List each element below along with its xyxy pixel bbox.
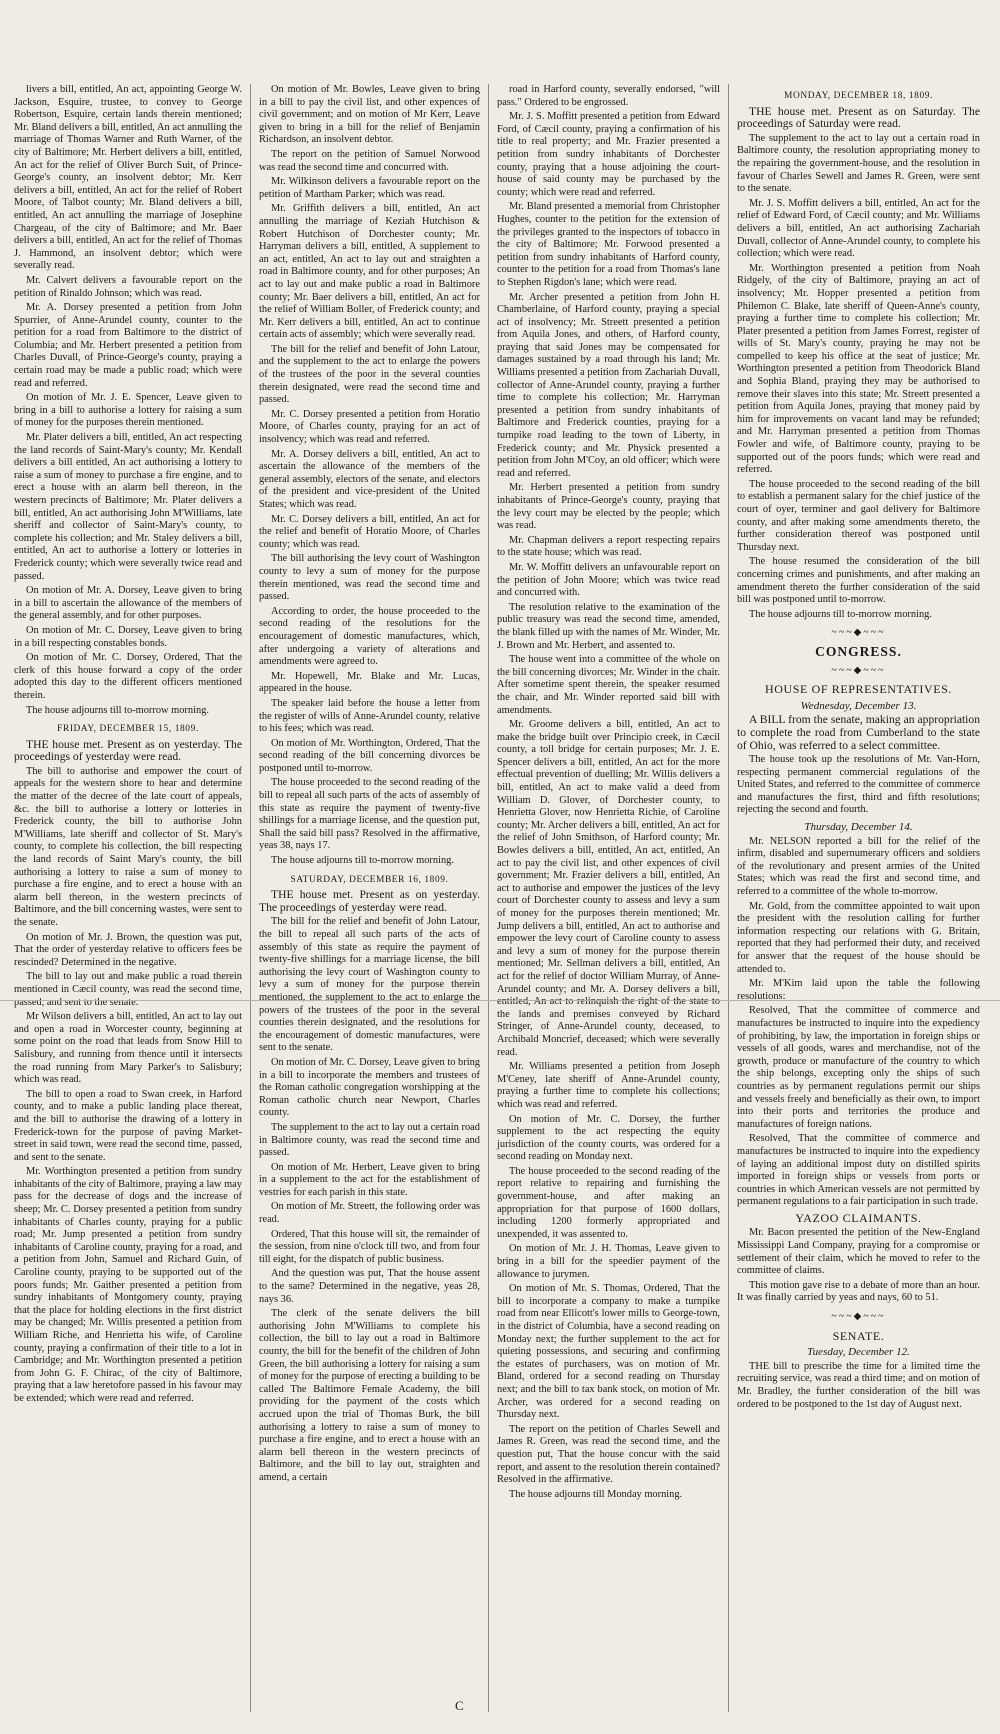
paragraph: Mr. A. Dorsey presented a petition from John Spurrier, of Anne-Arundel county, counter to the petition for a road from Baltimore to the district of Columbia; and Mr. Herbert presented a petition from Charles Duvall, of Prince-George's county, praying a certain road may be made a public road; which were read and referred. [14,302,242,389]
paragraph: Mr. Hopewell, Mr. Blake and Mr. Lucas, appeared in the house. [259,670,480,695]
paragraph: On motion of Mr. J. Brown, the question was put, That the order of yesterday relative to officers fees be rescinded? Determined in the negative. [14,931,242,968]
day-heading: Tuesday, December 12. [807,1346,910,1359]
paragraph: Mr. J. S. Moffitt delivers a bill, entitled, An act for the relief of Edward Ford, of Cæcil county; and Mr. Williams delivers a bill, entitled, An act authorising Zachariah Duvall, collector of Anne-Arundel county, to complete his collection; which were read. [737,197,980,260]
footer-mark: C [455,1698,464,1713]
paragraph: road in Harford county, severally endorsed, "will pass." Ordered to be engrossed. [497,84,720,108]
paragraph: The clerk of the senate delivers the bill authorising John M'Williams to complete his collection, the bill to lay out a road in Baltimore county, the bill for the benefit of the children of John Green, the bill authorising a lottery for raising a sum of money for the purpose of erecting a building to be called The Baltimore Female Academy, the bill providing for the payment of the costs which accrued upon the trial of Thomas Burk, the bill authorising a lottery to raise a sum of money to purchase a fire engine, and to erect a house with an alarm bell thereon in the western precincts of Baltimore, and the bill to lay out, straighten and amend, a certain [259,1308,480,1483]
col1-paras [14,84,242,717]
paragraph: Mr. Chapman delivers a report respecting repairs to the state house; which was read. [497,534,720,559]
column-3 [489,84,729,1712]
paragraph: On motion of Mr. C. Dorsey, Leave given to bring in a bill respecting constables bonds. [14,624,242,649]
paragraph: On motion of Mr. C. Dorsey, Ordered, That the clerk of this house forward a copy of the order adopted this day to the different officers mentioned therein. [14,652,242,701]
paragraph: The house proceeded to the second reading of the bill to establish a permanent salary for the chief justice of the court of oyer, terminer and gaol delivery for Baltimore county, and after making some amendments thereto, the further consideration thereof was postponed until Thursday next. [737,478,980,553]
paragraph: The bill for the relief and benefit of John Latour, the bill to repeal all such parts of the acts of assembly of this state as require the payment of twenty-five shillings for a marriage license, the bill authorising the levy court of Washington county to levy a sum of money for the purpose therein mentioned, the supplement to the act to enlarge the powers of the trustees of the poor in the several counties therein designated, and the resolutions for the encouragement of domestic manufactures, were sent to the senate. [259,916,480,1054]
paragraph: Mr. Williams presented a petition from Joseph M'Ceney, late sheriff of Anne-Arundel county, praying a further time to complete his collections; which was read and referred. [497,1061,720,1110]
paragraph: On motion of Mr. A. Dorsey, Leave given to bring in a bill to ascertain the allowance of the members of the general assembly, and for other purposes. [14,585,242,622]
paragraph: Ordered, That this house will sit, the remainder of the session, from nine o'clock till two, and from four till eight, for the dispatch of public business. [259,1228,480,1265]
paragraph: THE bill to prescribe the time for a limited time the recruiting service, was read a third time; and on motion of Mr. Bradley, the further consideration of the bill was ordered to be postponed to the 1st day of August next. [737,1360,980,1410]
paragraph: The house took up the resolutions of Mr. Van-Horn, respecting permanent commercial regulations of the United States, and referred to the committee of commerce and manufactures the first, third and fifth resolutions; rejecting the second and fourth. [737,754,980,816]
paragraph: Mr. Wilkinson delivers a favourable report on the petition of Martham Parker; which was read. [259,176,480,200]
paragraph: The report on the petition of Samuel Norwood was read the second time and concurred with. [259,148,480,173]
day-heading: Wednesday, December 13. [800,699,917,712]
section-heading-congress: CONGRESS. [815,643,902,659]
paragraph: Mr Wilson delivers a bill, entitled, An act to lay out and open a road in Worcester county, beginning at some point on the road that leads from Snow Hill to Salisbury, and running from thence until it intersects the road running from Mary Parker's to Salisbury; which was read. [14,1011,242,1086]
paragraph: The house adjourns till Monday morning. [509,1488,683,1500]
section-heading-senate: SENATE. [832,1328,885,1343]
paragraph: Mr. Plater delivers a bill, entitled, An act respecting the land records of Saint-Mary's county; Mr. Kendall delivers a bill entitled, An act authorising a lottery to raise a sum of money to purchase a fire engine, and to erect a house with an alarm bell thereon, in the western precincts of Baltimore; Mr. Plater delivers a bill, entitled, An act authorising John M'Williams, late sheriff and collector of Saint-Mary's county, to complete his collection; and Mr. Staley delivers a bill, entitled, An act to authorise a lottery or lotteries in Frederick county; which were severally twice read and passed. [14,432,242,582]
paragraph: On motion of Mr. J. E. Spencer, Leave given to bring in a bill to authorise a lottery for raising a sum of money for the purposes therein mentioned. [14,392,242,429]
paragraph: Resolved, That the committee of commerce and manufactures be instructed to inquire into the expediency of laying an additional impost duty on distilled spirits imported in foreign ships or vessels from ports or countries in which American vessels are not permitted by permanent regulations to a fair participation in such trade. [737,1133,980,1208]
paragraph: Mr. Gold, from the committee appointed to wait upon the president with the resolution calling for further information respecting our relations with G. Britain, reported that they had performed their duty, and received for answer that the request of the house should be attended to. [737,900,980,975]
paragraph: Mr. Worthington presented a petition from sundry inhabitants of the city of Baltimore, praying a law may pass for the decrease of dogs and the increase of sheep; Mr. C. Dorsey presented a petition from sundry inhabitants of Charles county, praying for a public road; Mr. Jump presented a petition from sundry inhabitants of Caroline county, praying for a road, and a petition from John, Samuel and Richard Guin, of Caroline county, praying to be supported out of the poors funds; Mr. Gaither presented a petition from sundry inhabitants of Montgomery county, praying that the place for holding elections in the first district may be changed; Mr. Willis presented a petition from William Riche, and Henrietta his wife, of Caroline county, praying a confirmation of their title to a lot in Cambridge; and Mr. Worthington presented a petition from John G. F. Chirac, of the city of Baltimore, praying that a law heretofore passed in his favour may be extended; which were read and referred. [14,1166,242,1404]
ornament-rule: ~~~◆~~~ [831,1311,886,1323]
ornament-rule: ~~~◆~~~ [831,627,886,639]
paragraph: And the question was put, That the house assent to the same? Determined in the negative, yeas 28, nays 36. [259,1268,480,1305]
column-4 [729,84,988,1712]
day-heading: Thursday, December 14. [804,821,913,834]
lead-paragraph: A BILL from the senate, making an appropriation to complete the road from Cumberland to the state of Ohio, was referred to a select committee. [737,713,980,752]
section-heading-yazoo: YAZOO CLAIMANTS. [795,1210,922,1225]
paragraph: On motion of Mr. Streett, the following order was read. [259,1201,480,1226]
paragraph: The report on the petition of Charles Sewell and James R. Green, was read the second time, and the question put, That the house concur with the said report, and assent to the resolution therein contained? Resolved in the affirmative. [497,1423,720,1486]
lead-paragraph: THE house met. Present as on yesterday. The proceedings of yesterday were read. [14,737,242,764]
paragraph: The supplement to the act to lay out a certain road in Baltimore county, was read the second time and passed. [259,1121,480,1159]
lead-paragraph: THE house met. Present as on yesterday. The proceedings of yesterday were read. [259,888,480,914]
paragraph: The bill for the relief and benefit of John Latour, and the supplement to the act to enlarge the powers of the trustees of the poor in the several counties therein designated, were read the second time and passed. [259,343,480,406]
paragraph: Mr. Herbert presented a petition from sundry inhabitants of Prince-George's county, praying that the levy court may be elected by the people; which was read. [497,482,720,532]
paragraph: On motion of Mr. C. Dorsey, Leave given to bring in a bill to incorporate the members and trustees of the Roman catholic congregation worshipping at the Roman catholic church near Newport, Charles county. [259,1056,480,1119]
date-heading: MONDAY, DECEMBER 18, 1809. [784,91,933,101]
ornament-rule: ~~~◆~~~ [831,664,886,676]
paragraph: Mr. W. Moffitt delivers an unfavourable report on the petition of John Moore; which was twice read and concurred with. [497,561,720,599]
date-heading: FRIDAY, DECEMBER 15, 1809. [57,724,199,735]
paragraph: The house resumed the consideration of the bill concerning crimes and punishments, and after making an amendment thereto the further consideration of the said bill was postponed until to-morrow. [737,556,980,606]
paragraph: The supplement to the act to lay out a certain road in Baltimore county, the resolution appropriating money to the repairing the government-house, and the resolution in favour of Charles Sewell and James R. Green, were sent to the senate. [737,132,980,195]
paragraph: The house proceeded to the second reading of the bill to repeal all such parts of the acts of assembly of this state as require the payment of twenty-five shillings for a marriage license, and the question put, Shall the said bill pass? Resolved in the affirmative, yeas 38, nays 17. [259,777,480,852]
paragraph: Mr. Worthington presented a petition from Noah Ridgely, of the city of Baltimore, praying an act of insolvency; Mr. Hopper presented a petition from Philemon C. Blake, late sheriff of Queen-Anne's county, praying a further time to complete his collection; Mr. Plater presented a petition from James Forrest, register of wills of St. Mary's county, praying he may not be compelled to keep his office at the seat of justice; Mr. Worthington presented a petition from Theodorick Bland and Sophia Bland, praying they may be authorised to remove their slaves into this state; Mr. Streett presented a petition from Aquila Jones, praying that money paid by him for improvements on vacant land may be refunded; and Mr. Harryman presented a petition from Thomas Fowler and wife, of Baltimore county, praying to be supported out of the poors funds; which were read and referred. [737,262,980,476]
paragraph: The house adjourns till to-morrow morning. [749,608,932,620]
columns [6,84,994,1712]
paragraph: On motion of Mr. Bowles, Leave given to bring in a bill to pay the civil list, and other expences of civil government; and on motion of Mr Kerr, Leave given to bring in a bill for the relief of Benjamin Richardson, an insolvent debtor. [259,84,480,146]
paragraph: The bill to open a road to Swan creek, in Harford county, and to make a public landing place thereat, and the bill to authorise the drawing of a lottery in Frederick-town for the purpose of paving Market-street in said town, were read the second time, passed, and sent to the senate. [14,1088,242,1163]
paragraph: Mr. NELSON reported a bill for the relief of the infirm, disabled and supernumerary officers and soldiers of the revolutionary and present armies of the United States; which was read the first and second time, and referred to a committee of the whole to-morrow. [737,835,980,898]
paragraph: Mr. Bland presented a memorial from Christopher Hughes, counter to the petition for the extension of the privileges granted to the inspectors of tobacco in the city of Baltimore; Mr. Forwood presented a petition from sundry inhabitants of Harford county, counter to the petition for a road from Thomas's lane to Stephen Rigdon's lane; which were read. [497,201,720,288]
paragraph: The speaker laid before the house a letter from the register of wills of Anne-Arundel county, relative to his fees; which was read. [259,697,480,735]
paragraph: Mr. Archer presented a petition from John H. Chamberlaine, of Harford county, praying a special act of insolvency; Mr. Streett presented a petition from Aquila Jones, and others, of Harford county, praying that said Jones may be compensated for damages sustained by a road through his land; Mr. Williams presented a petition from Zachariah Duvall, collector of Anne-Arundel county, praying a further time to complete his collection; Mr. Harryman presented a petition from sundry inhabitants of Baltimore and Frederick counties, praying for a turnpike road leading to the town of Liberty, in Frederick county; and Mr. Physick presented a petition from John M'Coy, an old officer; which were read and referred. [497,291,720,479]
paragraph: Mr. A. Dorsey delivers a bill, entitled, An act to ascertain the allowance of the members of the general assembly, electors of the senate, and electors of the president and vice-president of the United States; which was read. [259,448,480,510]
paragraph: Resolved, That the committee of commerce and manufactures be instructed to inquire into the expediency of prohibiting, by law, the importation in foreign ships or vessels of all goods, wares and merchandise, not of the growth, produce or manufacture of the country to which the ship belongs, excepting only the ships of such countries as by permanent regulations permit our ships and vessels freely and beneficially as their own, to import into their ports and territories the produce and manufactures of foreign nations. [737,1005,980,1130]
paragraph: Mr. J. S. Moffitt presented a petition from Edward Ford, of Cæcil county, praying a confirmation of his title to real property; and Mr. Frazier presented a petition from sundry inhabitants of Dorchester county, praying that a house adjoining the court-house of said county may be purchased by the county; which were read and referred. [497,111,720,198]
paragraph: The bill to lay out and make public a road therein mentioned in Cæcil county, was read the second time, passed, and sent to the senate. [14,971,242,1008]
paragraph: On motion of Mr. C. Dorsey, the further supplement to the act respecting the equity jurisdiction of the county courts, was ordered for a second reading on Monday next. [497,1113,720,1163]
paragraph: The house went into a committee of the whole on the bill concerning divorces; Mr. Winder in the chair. After sometime spent therein, the speaker resumed the chair, and Mr. Winder reported said bill with amendments. [497,654,720,716]
column-2 [251,84,489,1712]
paragraph: The bill to authorise and empower the court of appeals for the western shore to hear and determine the matter of the decree of the late court of appeals, &c. the bill to authorise a lottery or lotteries in Frederick county, the bill to authorise John M'Williams, late sheriff and collector of St. Mary's county, to complete his collection, the bill respecting the land records of Saint Mary's county, the bill authorising a lottery to raise a sum of money to purchase a fire engine, and to erect a house with an alarm bell thereon, in the western precincts of Baltimore, and the bill concerning wastes, were sent to the senate. [14,765,242,928]
column-1 [6,84,251,1712]
paragraph: The house proceeded to the second reading of the report relative to repairing and furnishing the government-house, and after making an appropriation for that purpose of 1600 dollars, including 1200 formerly appropriated and unexpended, it was assented to. [497,1165,720,1240]
paragraph: The bill authorising the levy court of Washington county to levy a sum of money for the purpose therein mentioned, was read the second time and passed. [259,553,480,603]
paragraph: Mr. C. Dorsey presented a petition from Horatio Moore, of Charles county, praying for an act of insolvency; which was read and referred. [259,408,480,446]
paragraph: livers a bill, entitled, An act, appointing George W. Jackson, Esquire, trustee, to convey to George Robertson, Esquire, certain lands therein mentioned; Mr. Bland delivers a bill, entitled, An act annulling the marriage of Thomas Warner and Ruth Warner, of the city of Baltimore; Mr. Herbert delivers a bill, entitled, An act for the relief of Oliver Burch Suit, of Prince-George's county, an insolvent debtor; Mr. Kerr delivers a bill, entitled, An act for the relief of Robert Moore, of Talbot county; Mr. Bland delivers a bill, entitled, An act annulling the marriage of Josephine Chargeau, of the city of Baltimore; and Mr. Baer delivers a bill, entitled, An act for the relief of Thomas J. Hammond, an insolvent debtor; which were severally read. [14,84,242,272]
paragraph: Mr. Bacon presented the petition of the New-England Mississippi Land Company, praying for a compromise or settlement of their claim, which he moved to refer to the committee of claims. [737,1227,980,1277]
paragraph: Mr. Calvert delivers a favourable report on the petition of Rinaldo Johnson; which was read. [14,274,242,299]
paragraph: The resolution relative to the examination of the public treasury was read the second time, amended, the blank filled up with the names of Mr. Winder, Mr. J. Brown and Mr. Herbert, and assented to. [497,601,720,651]
paragraph: On motion of Mr. Herbert, Leave given to bring in a supplement to the act for the establishment of vestries for each parish in this state. [259,1161,480,1198]
paragraph: On motion of Mr. J. H. Thomas, Leave given to bring in a bill for the speedier payment of the allowance to jurymen. [497,1243,720,1280]
paragraph: Mr. Griffith delivers a bill, entitled, An act annulling the marriage of Keziah Hutchison & Robert Hutchison of Dorchester county; Mr. Harryman delivers a bill, entitled, A supplement to an act, entitled, An act to lay out and straighten a road in Baltimore county, and for other purposes; An act to lay out and make public a road in Baltimore county; Mr. Baer delivers a bill, entitled, An act for the relief of William Boller, of Frederick county; and Mr. Kerr delivers a bill, entitled, An act to continue certain acts of assembly; which were severally read. [259,203,480,341]
paragraph: According to order, the house proceeded to the second reading of the resolutions for the encouragement of domestic manufactures, which, after undergoing a variety of alterations and amendments were agreed to. [259,605,480,668]
paragraph: Mr. Groome delivers a bill, entitled, An act to make the bridge built over Principio creek, in Cæcil county, a toll bridge for certain purposes; Mr. J. E. Spencer delivers a bill, entitled, An act for the more effectual prevention of duelling; Mr. Willis delivers a bill, entitled, An act to make valid a deed from William D. Glover, of Dorchester county, to Henrietta Glover, now Henrietta Richie, of Caroline county; Mr. Archer delivers a bill, entitled, An act for the relief of John Smithson, of Harford county; Mr. Bowles delivers a bill, entitled, An act, entitled, An act to pay the civil list, and other expences of civil government; Mr. Frazier delivers a bill, entitled, An act to authorise and empower the justices of the levy court of Dorchester county to assess and levy a sum of money for the purposes therein mentioned; Mr. Jump delivers a bill, entitled, An act to authorise and empower the levy court of Caroline county to assess and levy a sum of money for the purpose therein mentioned; Mr. Sellman delivers a bill, entitled, An act for the relief of doctor William Murray, of Anne-Arundel county; and Mr. A. Dorsey delivers a bill, entitled, An act to relinquish the right of the state to the lands and premises conveyed by Richard Stringer, of Anne-Arundel county, deceased, to Archibald Moncrief, deceased; which were severally read. [497,719,720,1058]
date-heading: SATURDAY, DECEMBER 16, 1809. [290,874,449,885]
paragraph: Mr. C. Dorsey delivers a bill, entitled, An act for the relief and benefit of Horatio Moore, of Charles county; which was read. [259,513,480,550]
page-fold-line [0,1000,1000,1001]
paragraph: The house adjourns till to-morrow morning. [26,704,209,716]
paragraph: Mr. M'Kim laid upon the table the following resolutions: [737,978,980,1002]
paragraph: On motion of Mr. Worthington, Ordered, That the second reading of the bill concerning divorces be postponed until to-morrow. [259,737,480,774]
paragraph: This motion gave rise to a debate of more than an hour. It was finally carried by yeas and nays, 60 to 51. [737,1279,980,1304]
lead-paragraph: THE house met. Present as on Saturday. The proceedings of Saturday were read. [737,104,980,131]
section-heading-house: HOUSE OF REPRESENTATIVES. [764,682,953,697]
paragraph: On motion of Mr. S. Thomas, Ordered, That the bill to incorporate a company to make a turnpike road from near Ellicott's lower mills to George-town, in the district of Columbia, have a second reading on Monday next; the further supplement to the act for quieting possessions, and securing and confirming the estates of purchasers, was on motion of Mr. Bland, ordered for a second reading on Thursday next; and the bill to tax bank stock, on motion of Mr. Archer, was ordered for a second reading on Thursday next. [497,1283,720,1421]
paragraph: The house adjourns till to-morrow morning. [271,855,454,867]
